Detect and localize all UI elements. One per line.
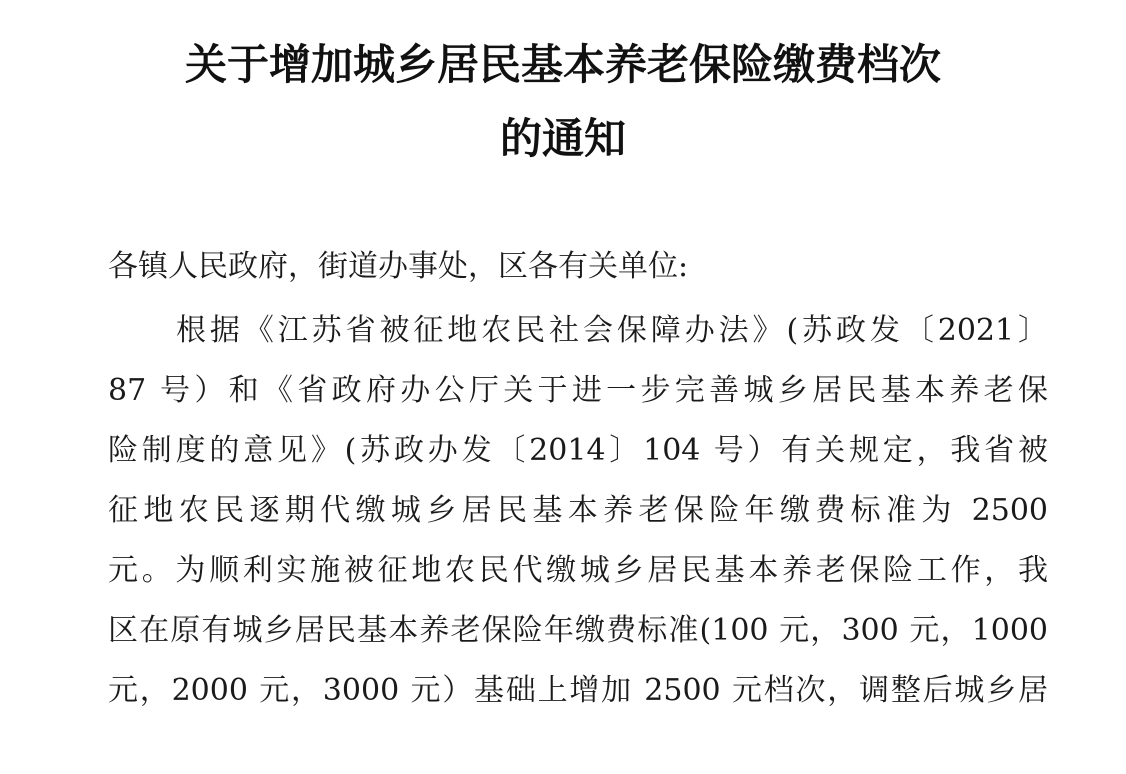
paragraph-line: 根据《江苏省被征地农民社会保障办法》(苏政发〔2021〕 bbox=[176, 313, 1048, 348]
paragraph-line: 元。为顺利实施被征地农民代缴城乡居民基本养老保险工作，我 bbox=[108, 553, 1048, 588]
paragraph-line: 险制度的意见》(苏政办发〔2014〕104 号）有关规定，我省被 bbox=[108, 433, 1048, 468]
document-title-line-2: 的通知 bbox=[499, 114, 626, 163]
paragraph-line: 元，2000 元，3000 元）基础上增加 2500 元档次，调整后城乡居 bbox=[108, 673, 1048, 708]
document-title-line-1: 关于增加城乡居民基本养老保险缴费档次 bbox=[184, 40, 941, 89]
salutation: 各镇人民政府，街道办事处，区各有关单位: bbox=[108, 249, 689, 284]
paragraph-line: 征地农民逐期代缴城乡居民基本养老保险年缴费标准为 2500 bbox=[108, 493, 1048, 528]
paragraph-line: 区在原有城乡居民基本养老保险年缴费标准(100 元，300 元，1000 bbox=[108, 613, 1048, 648]
paragraph-line: 87 号）和《省政府办公厅关于进一步完善城乡居民基本养老保 bbox=[108, 373, 1048, 408]
